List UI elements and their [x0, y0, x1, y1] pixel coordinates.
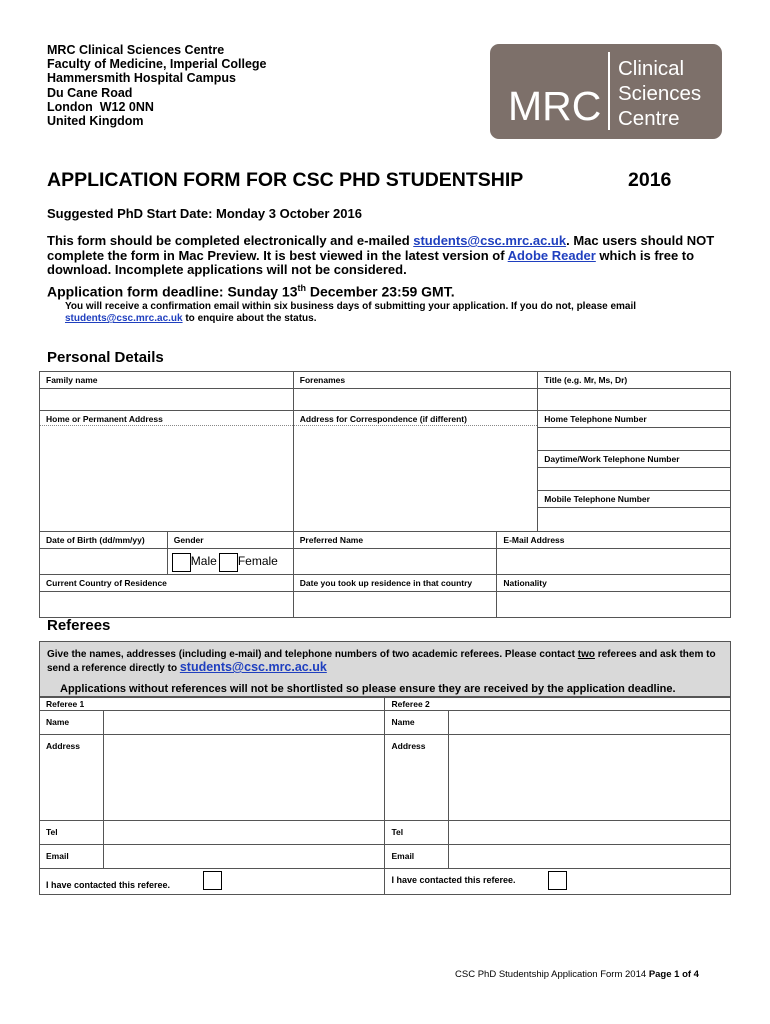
confirm-text-end: to enquire about the status. [182, 313, 317, 324]
home-address-cell[interactable] [40, 411, 294, 532]
family-name-field[interactable] [40, 389, 294, 411]
referee1-email-field[interactable] [103, 845, 385, 869]
referee1-address-field[interactable] [103, 735, 385, 821]
referee1-name-label: Name [40, 711, 104, 735]
email-link[interactable]: students@csc.mrc.ac.uk [413, 233, 567, 248]
deadline-text-end: December 23:59 GMT. [305, 283, 455, 300]
centre-address [47, 43, 267, 128]
referee1-tel-field[interactable] [103, 821, 385, 845]
referee2-name-label: Name [385, 711, 449, 735]
confirm-text: You will receive a confirmation email within six business days of submitting your application. If you do not, please email [65, 301, 637, 312]
referee2-email-label: Email [385, 845, 449, 869]
page-number: Page 1 of 4 [648, 969, 699, 980]
forenames-label: Forenames [293, 372, 538, 389]
confirmation-note [65, 301, 705, 325]
referee-instructions [39, 641, 731, 697]
address-line: MRC Clinical Sciences Centre [47, 43, 225, 57]
form-year: 2016 [628, 169, 672, 191]
deadline-text: Application form deadline: Sunday 13 [47, 283, 298, 300]
mrc-csc-logo [490, 44, 722, 139]
preferred-name-field[interactable] [293, 549, 497, 575]
referee1-label: Referee 1 [40, 698, 385, 711]
logo-divider [608, 52, 610, 130]
personal-details-table [39, 371, 731, 618]
mobile-tel-field[interactable] [538, 508, 731, 532]
address-line: Du Cane Road [47, 85, 133, 100]
intro-part: . Mac users should NOT complete the form in Mac Preview. It is best viewed in the latest version of [47, 233, 715, 263]
referee2-address-field[interactable] [449, 735, 731, 821]
referee2-label: Referee 2 [385, 698, 731, 711]
logo-line: Centre [618, 107, 680, 130]
referee1-email-label: Email [40, 845, 104, 869]
referee1-contacted-checkbox[interactable] [203, 871, 222, 890]
address-line: United Kingdom [47, 114, 144, 129]
referees-heading: Referees [47, 617, 111, 634]
residence-date-field[interactable] [293, 592, 497, 618]
correspondence-address-cell[interactable] [293, 411, 538, 532]
page-footer [455, 969, 699, 980]
female-label: Female [237, 553, 278, 568]
nationality-label: Nationality [497, 575, 731, 592]
instructions-text [47, 649, 717, 675]
home-tel-field[interactable] [538, 428, 731, 451]
referee2-contacted [385, 869, 731, 895]
nationality-field[interactable] [497, 592, 731, 618]
country-label: Current Country of Residence [40, 575, 294, 592]
address-line: London W12 0NN [47, 99, 154, 114]
referees-table [39, 697, 731, 895]
gender-label: Gender [167, 532, 293, 549]
page-title: APPLICATION FORM FOR CSC PHD STUDENTSHIP [47, 169, 524, 191]
male-label: Male [190, 553, 217, 568]
male-checkbox[interactable] [172, 553, 191, 572]
title-label: Title (e.g. Mr, Ms, Dr) [538, 372, 731, 389]
home-address-label: Home or Permanent Address [40, 411, 293, 426]
work-tel-field[interactable] [538, 468, 731, 491]
email-link[interactable]: students@csc.mrc.ac.uk [65, 313, 183, 324]
referee2-contacted-checkbox[interactable] [548, 871, 567, 890]
referee1-address-label: Address [40, 735, 104, 821]
logo-mrc-text: MRC [508, 83, 602, 129]
forenames-field[interactable] [293, 389, 538, 411]
intro-part: This form should be completed electronically and e-mailed [47, 233, 414, 248]
referee2-contacted-label: I have contacted this referee. [391, 874, 516, 885]
dob-label: Date of Birth (dd/mm/yy) [40, 532, 168, 549]
referee2-tel-field[interactable] [449, 821, 731, 845]
intro-part: which is free to download. Incomplete applications will not be considered. [47, 247, 695, 277]
start-date: Suggested PhD Start Date: Monday 3 October 2016 [47, 206, 362, 221]
logo-line: Clinical [618, 57, 685, 80]
referee-warning: Applications without references will not be shortlisted so please ensure they are received by the application deadline. [60, 683, 676, 695]
correspondence-address-label: Address for Correspondence (if different) [294, 411, 538, 426]
referee1-contacted [40, 869, 385, 895]
instructions-emphasis: two [577, 649, 595, 660]
deadline-sup: th [297, 283, 306, 293]
instructions-part: referees and ask them to send a reference directly to [47, 649, 716, 674]
intro-text [47, 234, 727, 278]
country-field[interactable] [40, 592, 294, 618]
home-tel-label: Home Telephone Number [538, 411, 731, 428]
dob-field[interactable] [40, 549, 168, 575]
preferred-name-label: Preferred Name [293, 532, 497, 549]
deadline [47, 283, 455, 300]
mobile-tel-label: Mobile Telephone Number [538, 491, 731, 508]
logo-line: Sciences [618, 82, 702, 105]
personal-details-heading: Personal Details [47, 349, 164, 366]
footer-text: CSC PhD Studentship Application Form 2014 [455, 969, 649, 980]
gender-field [167, 549, 293, 575]
title-field[interactable] [538, 389, 731, 411]
referee1-name-field[interactable] [103, 711, 385, 735]
logo-words [618, 56, 701, 131]
female-checkbox[interactable] [219, 553, 238, 572]
referee2-email-field[interactable] [449, 845, 731, 869]
residence-date-label: Date you took up residence in that country [293, 575, 497, 592]
address-line: Hammersmith Hospital Campus [47, 71, 236, 86]
family-name-label: Family name [40, 372, 294, 389]
referee2-name-field[interactable] [449, 711, 731, 735]
instructions-part: Give the names, addresses (including e-mail) and telephone numbers of two academic referees. Please contact [47, 649, 578, 660]
adobe-reader-link[interactable]: Adobe Reader [507, 247, 596, 263]
referee2-tel-label: Tel [385, 821, 449, 845]
work-tel-label: Daytime/Work Telephone Number [538, 451, 731, 468]
email-address-field[interactable] [497, 549, 731, 575]
email-link[interactable]: students@csc.mrc.ac.uk [179, 660, 327, 674]
referee1-contacted-label: I have contacted this referee. [46, 880, 171, 890]
address-line: Faculty of Medicine, Imperial College [47, 57, 267, 72]
referee2-address-label: Address [385, 735, 449, 821]
email-address-label: E-Mail Address [497, 532, 731, 549]
referee1-tel-label: Tel [40, 821, 104, 845]
